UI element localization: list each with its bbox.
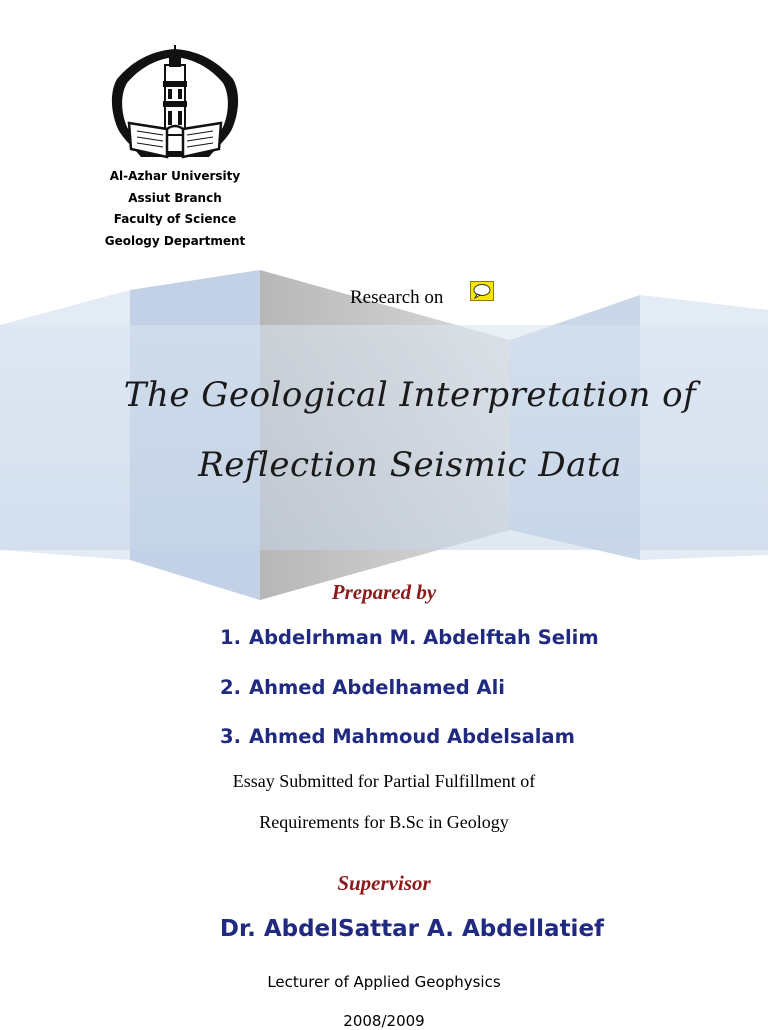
ribbon-banner: [0, 270, 768, 600]
document-title-line-2: Reflection Seismic Data: [198, 445, 622, 485]
institution-line: Assiut Branch: [128, 190, 222, 205]
author-name: Ahmed Abdelhamed Ali: [249, 676, 505, 699]
supervisor-title: Lecturer of Applied Geophysics: [267, 973, 501, 991]
research-label: Research on: [350, 287, 444, 308]
author-number: 2.: [220, 676, 241, 699]
essay-statement-line-2: Requirements for B.Sc in Geology: [259, 812, 509, 832]
author-item: [220, 676, 505, 699]
institution-block: [90, 166, 260, 252]
author-item: [220, 725, 575, 748]
academic-year: 2008/2009: [343, 1012, 425, 1030]
comment-bubble-icon[interactable]: [470, 281, 494, 301]
author-number: 1.: [220, 626, 241, 649]
author-name: Ahmed Mahmoud Abdelsalam: [249, 725, 575, 748]
author-number: 3.: [220, 725, 241, 748]
institution-line: Al-Azhar University: [109, 169, 241, 183]
prepared-by-heading: Prepared by: [331, 580, 437, 604]
institution-line: Faculty of Science: [113, 212, 237, 226]
institution-line: Geology Department: [104, 233, 246, 248]
essay-statement-line-1: Essay Submitted for Partial Fulfillment of: [232, 771, 536, 791]
supervisor-name: Dr. AbdelSattar A. Abdellatief: [219, 916, 605, 942]
university-emblem-icon: [107, 45, 243, 165]
author-item: [220, 626, 599, 649]
author-name: Abdelrhman M. Abdelftah Selim: [249, 626, 599, 649]
document-title-line-1: The Geological Interpretation of: [123, 375, 697, 415]
supervisor-heading: Supervisor: [337, 871, 431, 895]
